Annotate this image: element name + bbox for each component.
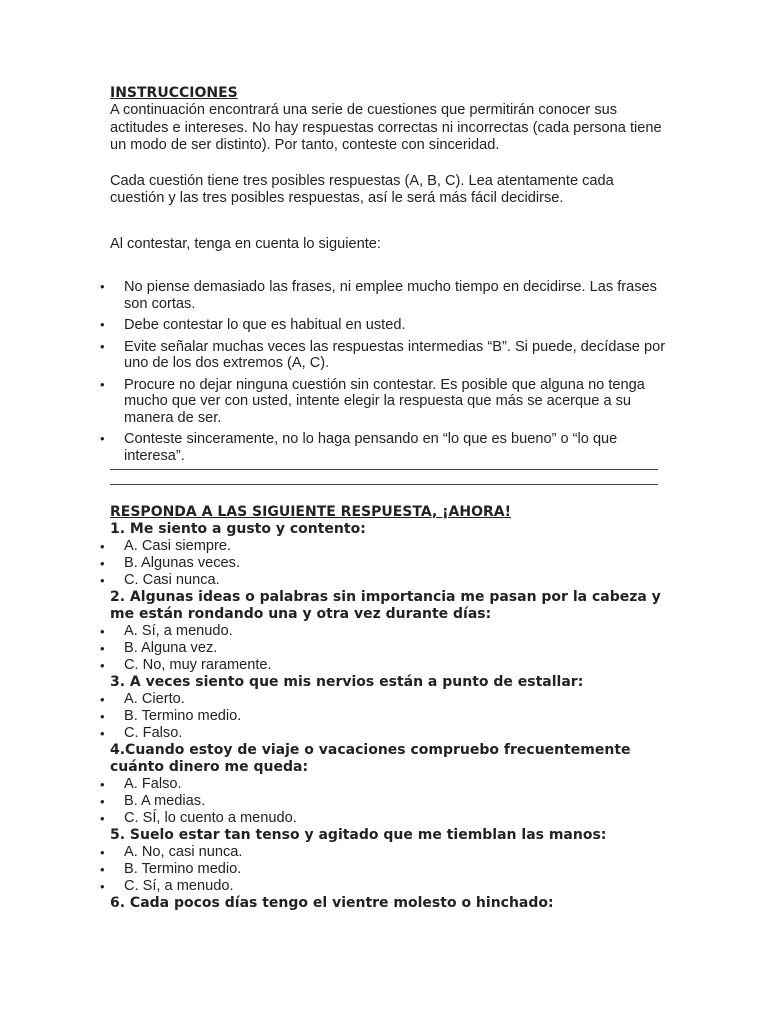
document-page	[110, 84, 670, 912]
answer-option: • B. Termino medio.	[110, 708, 670, 725]
answer-option: • B. Termino medio.	[110, 861, 670, 878]
question-4: 4.Cuando estoy de viaje o vacaciones compruebo frecuentemente cuánto dinero me queda:	[110, 742, 631, 775]
intro-paragraph: A continuación encontrará una serie de cuestiones que permitirán conocer sus actitudes e intereses. No hay respuestas correctas ni incorrectas (cada persona tiene un modo de ser distinto). Por tanto, conteste con sinceridad.	[110, 102, 662, 153]
guidelines-intro: Al contestar, tenga en cuenta lo siguiente:	[110, 235, 381, 252]
answer-option: • C. SÍ, lo cuento a menudo.	[110, 810, 670, 827]
guideline-item: • Evite señalar muchas veces las respuestas intermedias “B”. Si puede, decídase por uno de los dos extremos (A, C).	[110, 339, 670, 372]
question-5-options	[110, 844, 670, 895]
question-1: 1. Me siento a gusto y contento:	[110, 521, 366, 537]
question-3-options	[110, 691, 670, 742]
guideline-item: • Procure no dejar ninguna cuestión sin contestar. Es posible que alguna no tenga mucho que ver con usted, intente elegir la respuesta que más se acerque a su manera de ser.	[110, 377, 670, 427]
divider-line	[110, 484, 658, 485]
answer-option: • A. Falso.	[110, 776, 670, 793]
guidelines-list	[110, 279, 670, 464]
question-5: 5. Suelo estar tan tenso y agitado que me tiemblan las manos:	[110, 827, 607, 843]
answer-option: • A. Casi siempre.	[110, 538, 670, 555]
answer-option: • C. No, muy raramente.	[110, 657, 670, 674]
answer-option: • C. Casi nunca.	[110, 572, 670, 589]
guideline-item: • No piense demasiado las frases, ni emplee mucho tiempo en decidirse. Las frases son cortas.	[110, 279, 670, 312]
answer-option: • C. Falso.	[110, 725, 670, 742]
options-paragraph: Cada cuestión tiene tres posibles respuestas (A, B, C). Lea atentamente cada cuestión y las tres posibles respuestas, así le será más fácil decidirse.	[110, 172, 614, 206]
question-3: 3. A veces siento que mis nervios están a punto de estallar:	[110, 674, 584, 690]
guideline-item: • Conteste sinceramente, no lo haga pensando en “lo que es bueno” o “lo que interesa”.	[110, 431, 670, 464]
answer-option: • A. No, casi nunca.	[110, 844, 670, 861]
divider-line	[110, 469, 658, 470]
question-2: 2. Algunas ideas o palabras sin importancia me pasan por la cabeza y me están rondando una y otra vez durante días:	[110, 589, 661, 622]
question-1-options	[110, 538, 670, 589]
guideline-item: • Debe contestar lo que es habitual en usted.	[110, 317, 670, 334]
answer-option: • B. Algunas veces.	[110, 555, 670, 572]
questionnaire-heading: RESPONDA A LAS SIGUIENTE RESPUESTA, ¡AHORA!	[110, 504, 511, 520]
answer-option: • B. Alguna vez.	[110, 640, 670, 657]
answer-option: • C. Sí, a menudo.	[110, 878, 670, 895]
question-2-options	[110, 623, 670, 674]
question-4-options	[110, 776, 670, 827]
answer-option: • A. Sí, a menudo.	[110, 623, 670, 640]
instructions-title: INSTRUCCIONES	[110, 85, 238, 101]
answer-option: • A. Cierto.	[110, 691, 670, 708]
question-6: 6. Cada pocos días tengo el vientre molesto o hinchado:	[110, 895, 554, 911]
answer-option: • B. A medias.	[110, 793, 670, 810]
